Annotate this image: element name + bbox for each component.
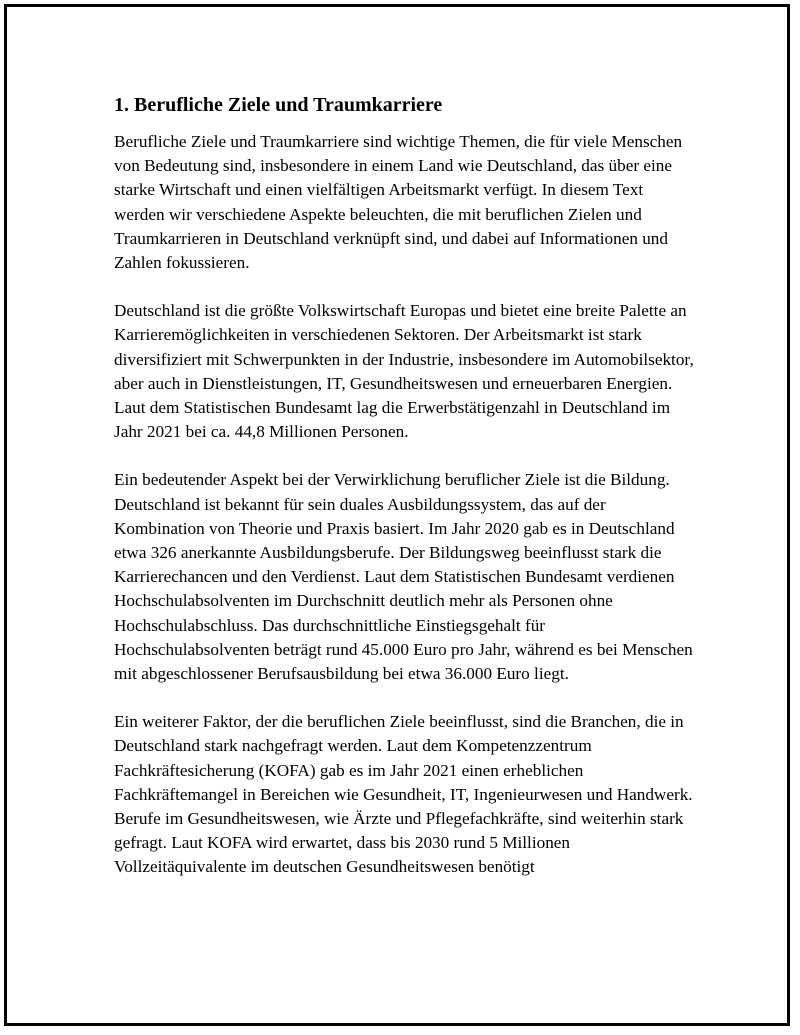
section-heading: 1. Berufliche Ziele und Traumkarriere: [114, 94, 443, 116]
paragraph-education: Ein bedeutender Aspekt bei der Verwirklichung beruflicher Ziele ist die Bildung. Deutschland ist bekannt für sein duales Ausbildungssystem, das auf der Kombination von Theorie und Praxis basiert. Im Jahr 2020 gab es in Deutschland etwa 326 anerkannte Ausbildungsberufe. Der Bildungsweg beeinflusst stark die Karrierechancen und den Verdienst. Laut dem Statistischen Bundesamt verdienen Hochschulabsolventen im Durchschnitt deutlich mehr als Personen ohne Hochschulabschluss. Das durchschnittliche Einstiegsgehalt für Hochschulabsolventen beträgt rund 45.000 Euro pro Jahr, während es bei Menschen mit abgeschlossener Berufsausbildung bei etwa 36.000 Euro liegt.: [114, 470, 693, 684]
paragraph-industries: Ein weiterer Faktor, der die beruflichen Ziele beeinflusst, sind die Branchen, die in Deutschland stark nachgefragt werden. Laut dem Kompetenzzentrum Fachkräftesicherung (KOFA) gab es im Jahr 2021 einen erheblichen Fachkräftemangel in Bereichen wie Gesundheit, IT, Ingenieurwesen und Handwerk. Berufe im Gesundheitswesen, wie Ärzte und Pflegefachkräfte, sind weiterhin stark gefragt. Laut KOFA wird erwartet, dass bis 2030 rund 5 Millionen Vollzeitäquivalente im deutschen Gesundheitswesen benötigt: [114, 712, 693, 877]
paragraph-intro: Berufliche Ziele und Traumkarriere sind wichtige Themen, die für viele Menschen von Bedeutung sind, insbesondere in einem Land wie Deutschland, das über eine starke Wirtschaft und einen vielfältigen Arbeitsmarkt verfügt. In diesem Text werden wir verschiedene Aspekte beleuchten, die mit beruflichen Zielen und Traumkarrieren in Deutschland verknüpft sind, und dabei auf Informationen und Zahlen fokussieren.: [114, 132, 683, 273]
document-body: [114, 92, 694, 904]
paragraph-economy: Deutschland ist die größte Volkswirtschaft Europas und bietet eine breite Palette an Karrieremöglichkeiten in verschiedenen Sektoren. Der Arbeitsmarkt ist stark diversifiziert mit Schwerpunkten in der Industrie, insbesondere im Automobilsektor, aber auch in Dienstleistungen, IT, Gesundheitswesen und erneuerbaren Energien. Laut dem Statistischen Bundesamt lag die Erwerbstätigenzahl in Deutschland im Jahr 2021 bei ca. 44,8 Millionen Personen.: [114, 301, 694, 442]
